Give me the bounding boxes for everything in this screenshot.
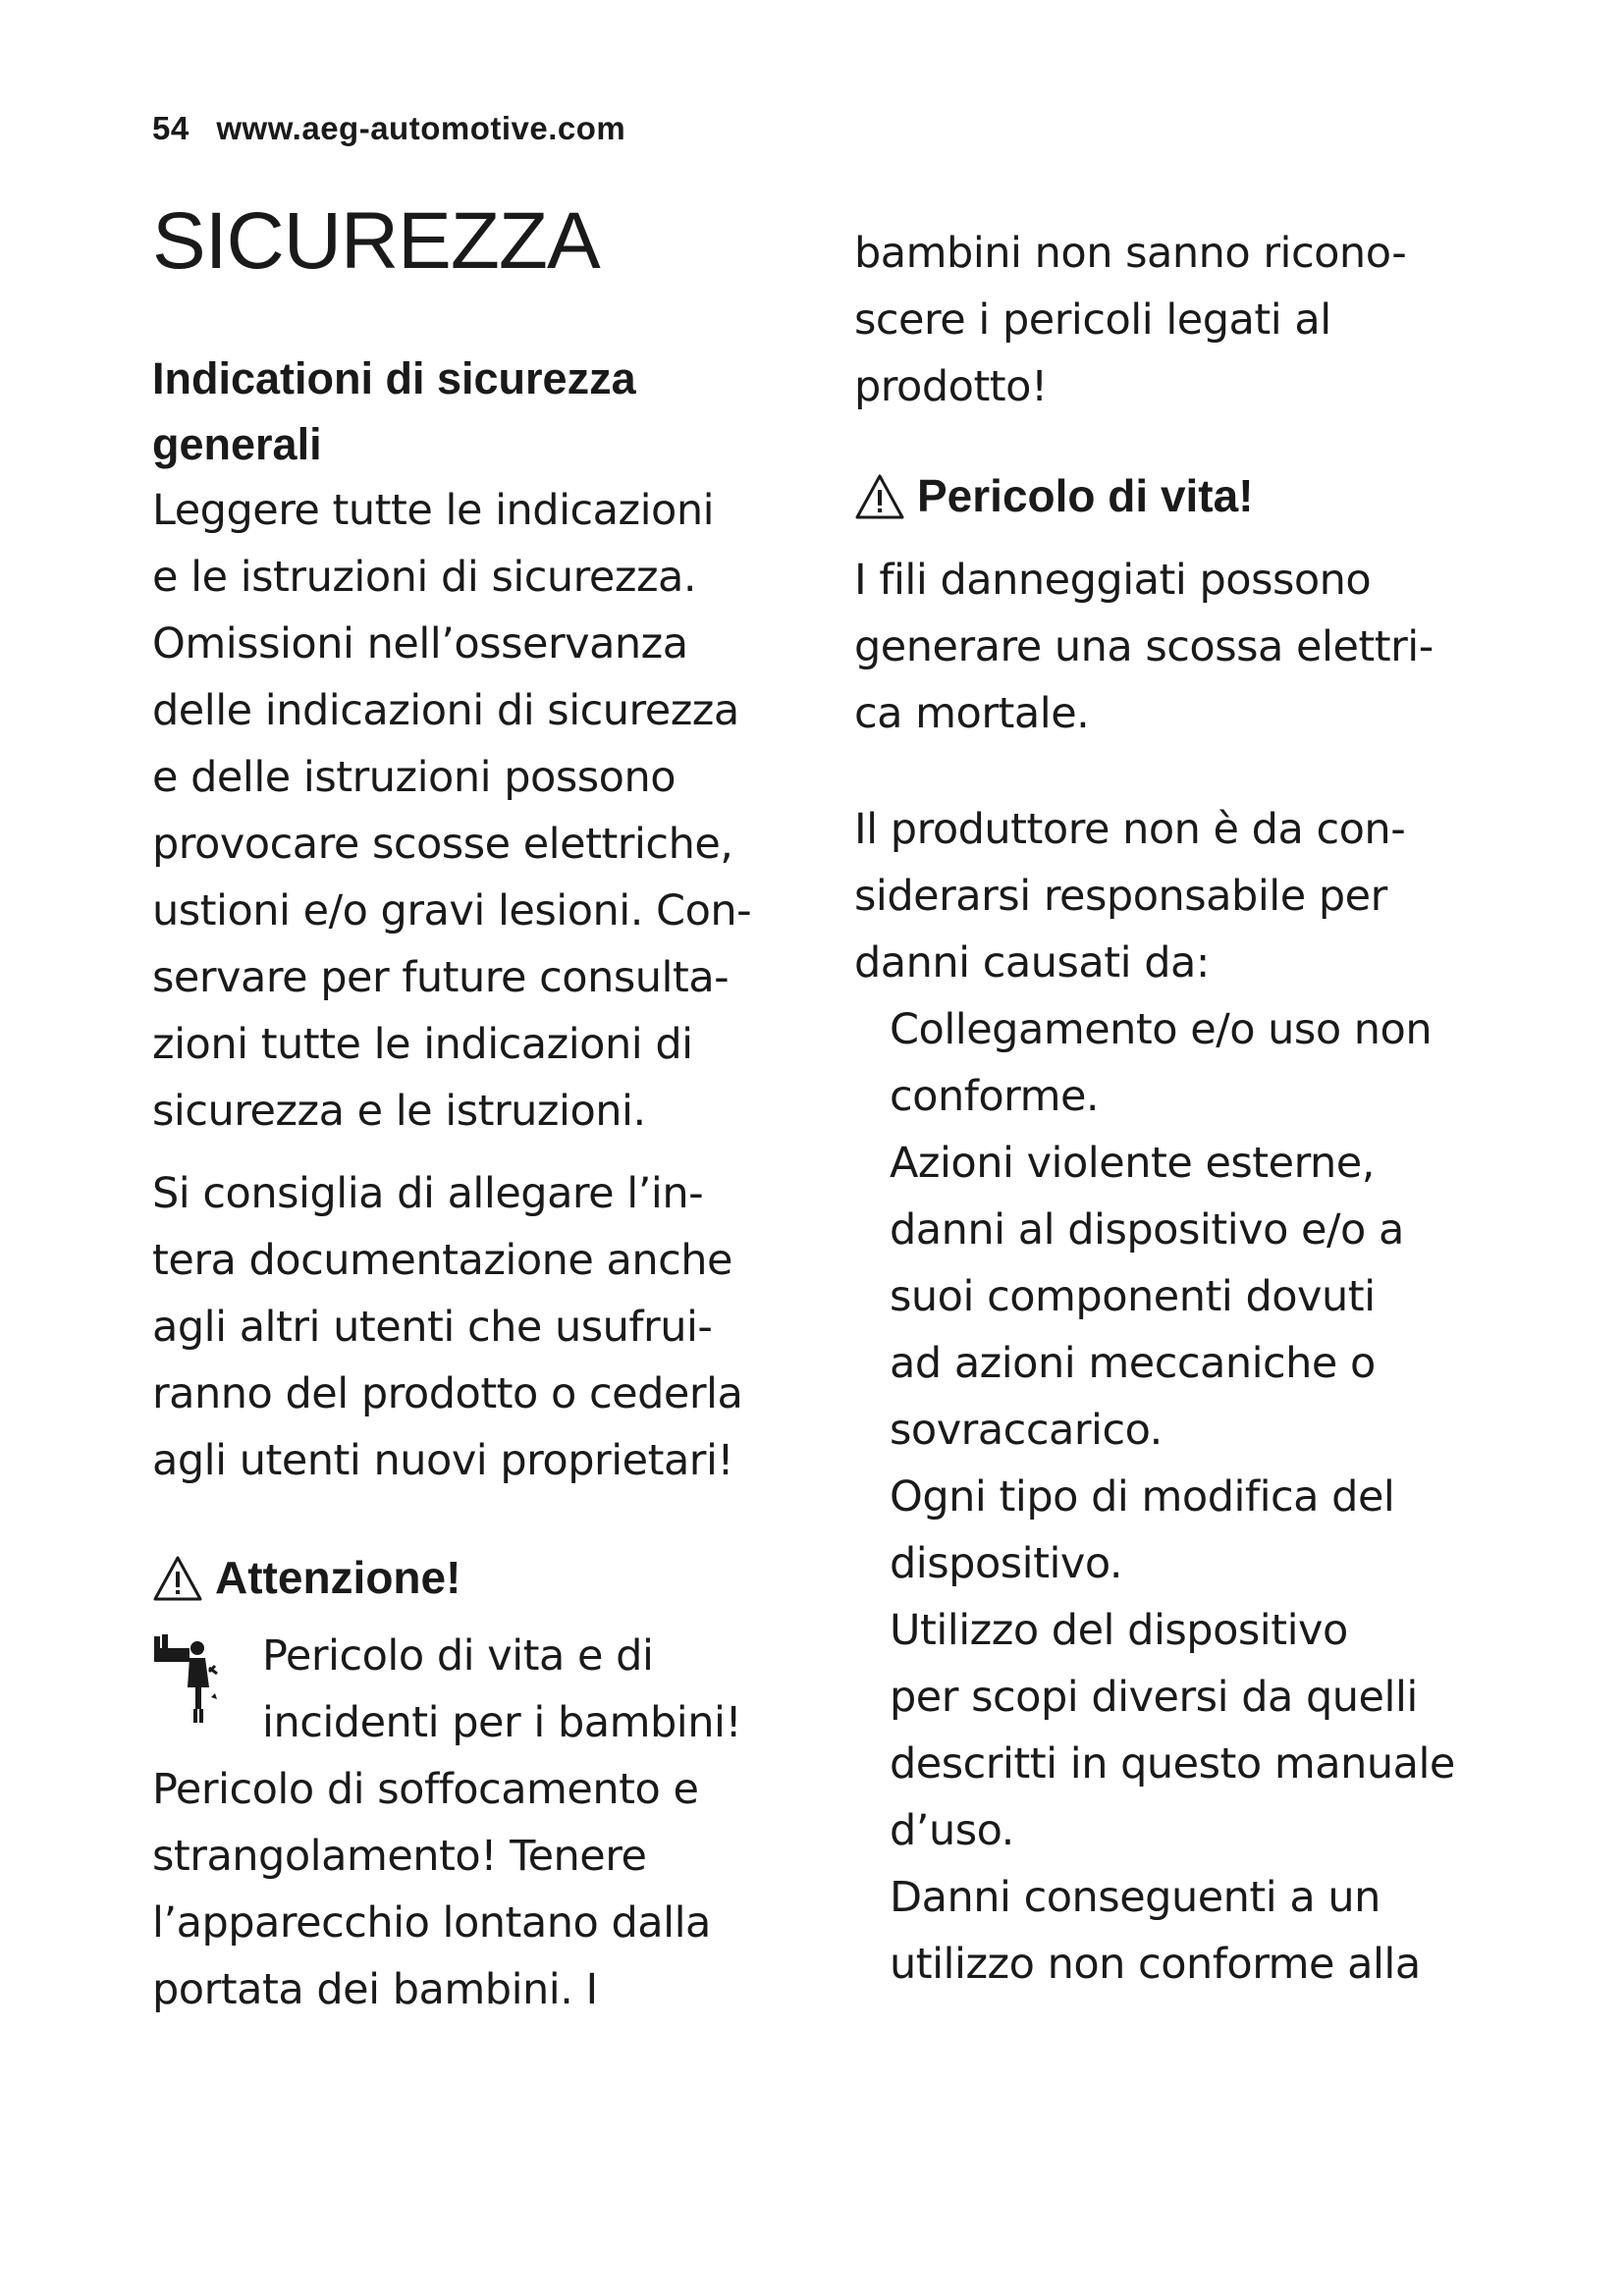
child-warning xyxy=(152,1623,839,1756)
list-item: Collegamento e/o uso non conforme. xyxy=(890,1005,1433,1121)
danger-of-life-warning xyxy=(854,463,1542,529)
documentation-paragraph: Si consiglia di allegare l’in- tera documentazione anche agli altri utenti che usufrui- ranno del prodotto o cederla agli utenti nuovi proprietari! xyxy=(152,1169,743,1485)
cable-warning-paragraph: I fili danneggiati possono generare una scossa elettri- ca mortale. xyxy=(854,556,1434,738)
intro-paragraph: Leggere tutte le indicazioni e le istruzioni di sicurezza. Omissioni nell’osservanza delle indicazioni di sicurezza e delle istruzioni possono provocare scosse elettriche, ustioni e/o gravi lesioni. Con- servare per future consulta- zioni tutte le indicazioni di sicurezza e le istruzioni. xyxy=(152,486,752,1136)
warning-triangle-icon xyxy=(854,473,905,520)
list-item: Danni conseguenti a un utilizzo non conforme alla xyxy=(890,1873,1421,1989)
page-number: 54 xyxy=(152,110,189,146)
website-url[interactable]: www.aeg-automotive.com xyxy=(216,110,626,146)
danger-label: Pericolo di vita! xyxy=(917,470,1254,521)
page-header xyxy=(152,110,625,147)
list-item: Ogni tipo di modifica del dispositivo. xyxy=(890,1472,1395,1588)
attention-label: Attenzione! xyxy=(215,1552,461,1603)
page-title: SICUREZZA xyxy=(152,196,600,286)
child-warning-text: Pericolo di vita e di incidenti per i bambini! xyxy=(262,1631,742,1747)
warning-triangle-icon xyxy=(152,1555,203,1602)
attention-warning xyxy=(152,1545,839,1611)
suffocation-paragraph: Pericolo di soffocamento e strangolamento! Tenere l’apparecchio lontano dalla portata dei bambini. I xyxy=(152,1765,711,2014)
liability-list xyxy=(854,996,1542,1998)
list-item: Utilizzo del dispositivo per scopi diversi da quelli descritti in questo manuale d’uso. xyxy=(890,1606,1455,1855)
child-danger-icon xyxy=(152,1629,219,1727)
continued-paragraph: bambini non sanno ricono- scere i pericoli legati al prodotto! xyxy=(854,229,1407,411)
section-heading: Indicationi di sicurezza generali xyxy=(152,353,636,469)
list-item: Azioni violente esterne, danni al dispositivo e/o a suoi componenti dovuti ad azioni meccaniche o sovraccarico. xyxy=(890,1139,1404,1455)
liability-paragraph: Il produttore non è da con- siderarsi responsabile per danni causati da: xyxy=(854,805,1406,988)
